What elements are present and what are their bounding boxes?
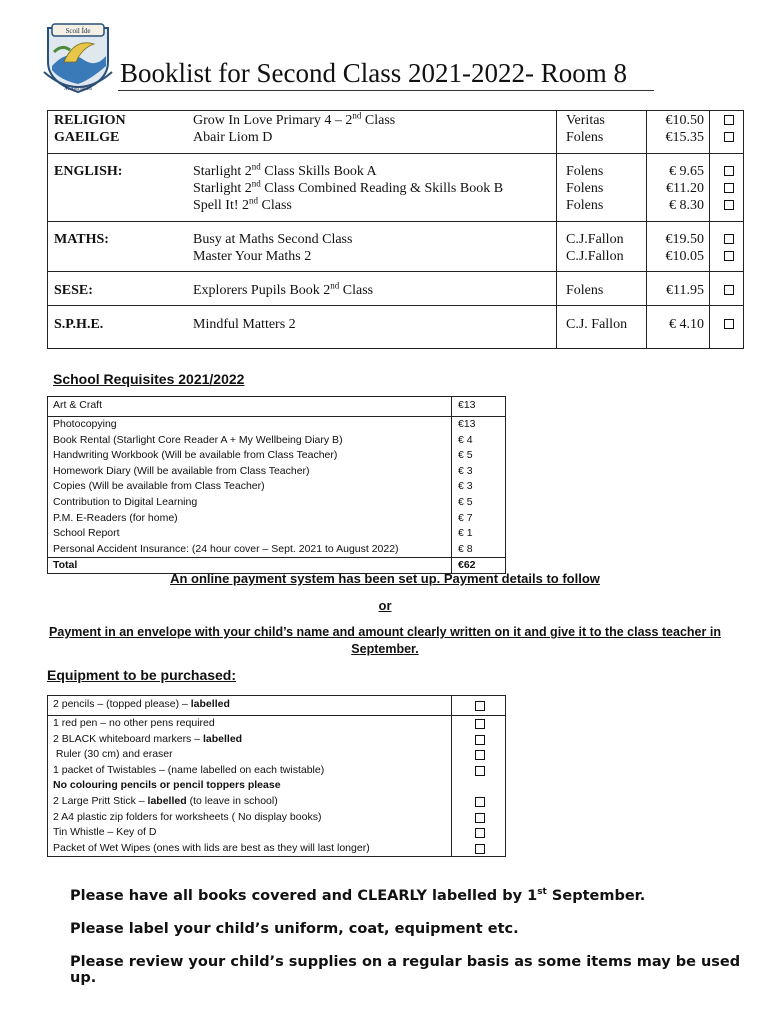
table-row: 2 Large Pritt Stick – labelled (to leave in school) — [48, 794, 505, 810]
checkbox[interactable] — [475, 701, 485, 711]
booklist-table — [47, 110, 744, 349]
equipment-table — [47, 695, 506, 857]
subject-gaeilge: GAEILGE — [54, 130, 120, 145]
price-maths-1: €19.50 — [665, 232, 704, 247]
requisites-table — [47, 396, 506, 574]
checkbox-maths-2[interactable] — [724, 251, 734, 261]
checkbox[interactable] — [475, 766, 485, 776]
publisher-sphe: C.J. Fallon — [566, 317, 628, 332]
checkbox[interactable] — [475, 828, 485, 838]
price-maths-2: €10.05 — [665, 249, 704, 264]
book-title-maths-1: Busy at Maths Second Class — [193, 232, 353, 247]
price-sphe: € 4.10 — [669, 317, 704, 332]
payment-envelope-note: Payment in an envelope with your child’s name and amount clearly written on it and give it to the class teacher in September. — [49, 625, 721, 656]
equipment-heading: Equipment to be purchased: — [47, 667, 237, 683]
table-row: Contribution to Digital Learning € 5 — [48, 495, 505, 511]
checkbox-maths-1[interactable] — [724, 234, 734, 244]
checkbox[interactable] — [475, 844, 485, 854]
table-row: 2 pencils – (topped please) – labelled — [48, 696, 505, 716]
price-english-1: € 9.65 — [669, 164, 704, 179]
page-title: Booklist for Second Class 2021-2022- Room 8 — [120, 58, 627, 88]
table-row: Ruler (30 cm) and eraser — [48, 747, 505, 763]
checkbox-sphe[interactable] — [724, 319, 734, 329]
note-books-covered: Please have all books covered and CLEARLY labelled by 1st September. — [70, 887, 646, 904]
table-row: Packet of Wet Wipes (ones with lids are best as they will last longer) — [48, 841, 505, 857]
book-title-religion: Grow In Love Primary 4 – 2nd Class — [193, 110, 396, 128]
book-title-sphe: Mindful Matters 2 — [193, 317, 296, 332]
checkbox-english-1[interactable] — [724, 166, 734, 176]
checkbox[interactable] — [475, 797, 485, 807]
book-title-maths-2: Master Your Maths 2 — [193, 249, 312, 264]
book-title-english-2: Starlight 2nd Class Combined Reading & Skills Book B — [193, 178, 504, 196]
table-row: P.M. E-Readers (for home) € 7 — [48, 511, 505, 527]
book-title-english-1: Starlight 2nd Class Skills Book A — [193, 161, 377, 179]
publisher-sese: Folens — [566, 283, 604, 298]
subject-sese: SESE: — [54, 283, 93, 298]
table-row: Handwriting Workbook (Will be available from Class Teacher) € 5 — [48, 448, 505, 464]
note-review-supplies: Please review your child’s supplies on a regular basis as some items may be used up. — [70, 954, 741, 986]
book-title-gaeilge: Abair Liom D — [193, 130, 273, 145]
table-row: Personal Accident Insurance: (24 hour cover – Sept. 2021 to August 2022) € 8 — [48, 542, 505, 558]
table-row: 2 BLACK whiteboard markers – labelled — [48, 732, 505, 748]
price-english-3: € 8.30 — [669, 198, 704, 213]
checkbox[interactable] — [475, 750, 485, 760]
table-row: 2 A4 plastic zip folders for worksheets ( No display books) — [48, 810, 505, 826]
checkbox-religion[interactable] — [724, 115, 734, 125]
table-row: Book Rental (Starlight Core Reader A + My Wellbeing Diary B) € 4 — [48, 433, 505, 449]
price-gaeilge: €15.35 — [665, 130, 704, 145]
checkbox-english-3[interactable] — [724, 200, 734, 210]
table-row: Homework Diary (Will be available from Class Teacher) € 3 — [48, 464, 505, 480]
checkbox-english-2[interactable] — [724, 183, 734, 193]
table-row: No colouring pencils or pencil toppers please — [48, 778, 505, 794]
checkbox[interactable] — [475, 813, 485, 823]
table-row: Tin Whistle – Key of D — [48, 825, 505, 841]
subject-maths: MATHS: — [54, 232, 109, 247]
table-row: School Report € 1 — [48, 526, 505, 542]
subject-religion: RELIGION — [54, 113, 126, 128]
checkbox-sese[interactable] — [724, 285, 734, 295]
table-row: 1 packet of Twistables – (name labelled on each twistable) — [48, 763, 505, 779]
svg-text:Scoil Íde: Scoil Íde — [65, 27, 91, 35]
publisher-english-1: Folens — [566, 164, 604, 179]
publisher-maths-2: C.J.Fallon — [566, 249, 624, 264]
publisher-english-2: Folens — [566, 181, 604, 196]
svg-text:Ar Aon Intinn: Ar Aon Intinn — [63, 87, 93, 92]
requisites-heading: School Requisites 2021/2022 — [53, 371, 245, 387]
subject-sphe: S.P.H.E. — [54, 317, 104, 332]
checkbox-gaeilge[interactable] — [724, 132, 734, 142]
publisher-religion: Veritas — [566, 113, 605, 128]
publisher-maths-1: C.J.Fallon — [566, 232, 624, 247]
total-row: Total €62 — [48, 557, 505, 573]
school-crest-logo — [40, 22, 116, 96]
checkbox[interactable] — [475, 735, 485, 745]
payment-online-note: An online payment system has been set up. Payment details to follow — [170, 571, 600, 586]
price-english-2: €11.20 — [666, 181, 704, 196]
table-row: 1 red pen – no other pens required — [48, 716, 505, 732]
subject-english: ENGLISH: — [54, 164, 123, 179]
price-sese: €11.95 — [666, 283, 704, 298]
payment-or: or — [378, 598, 392, 613]
table-row: Art & Craft €13 — [48, 397, 505, 417]
publisher-english-3: Folens — [566, 198, 604, 213]
title-underline — [118, 90, 654, 91]
checkbox[interactable] — [475, 719, 485, 729]
price-religion: €10.50 — [665, 113, 704, 128]
book-title-sese: Explorers Pupils Book 2nd Class — [193, 280, 374, 298]
table-row: Copies (Will be available from Class Teacher) € 3 — [48, 479, 505, 495]
book-title-english-3: Spell It! 2nd Class — [193, 195, 292, 213]
publisher-gaeilge: Folens — [566, 130, 604, 145]
table-row: Photocopying €13 — [48, 417, 505, 433]
note-label-uniform: Please label your child’s uniform, coat, equipment etc. — [70, 921, 519, 937]
